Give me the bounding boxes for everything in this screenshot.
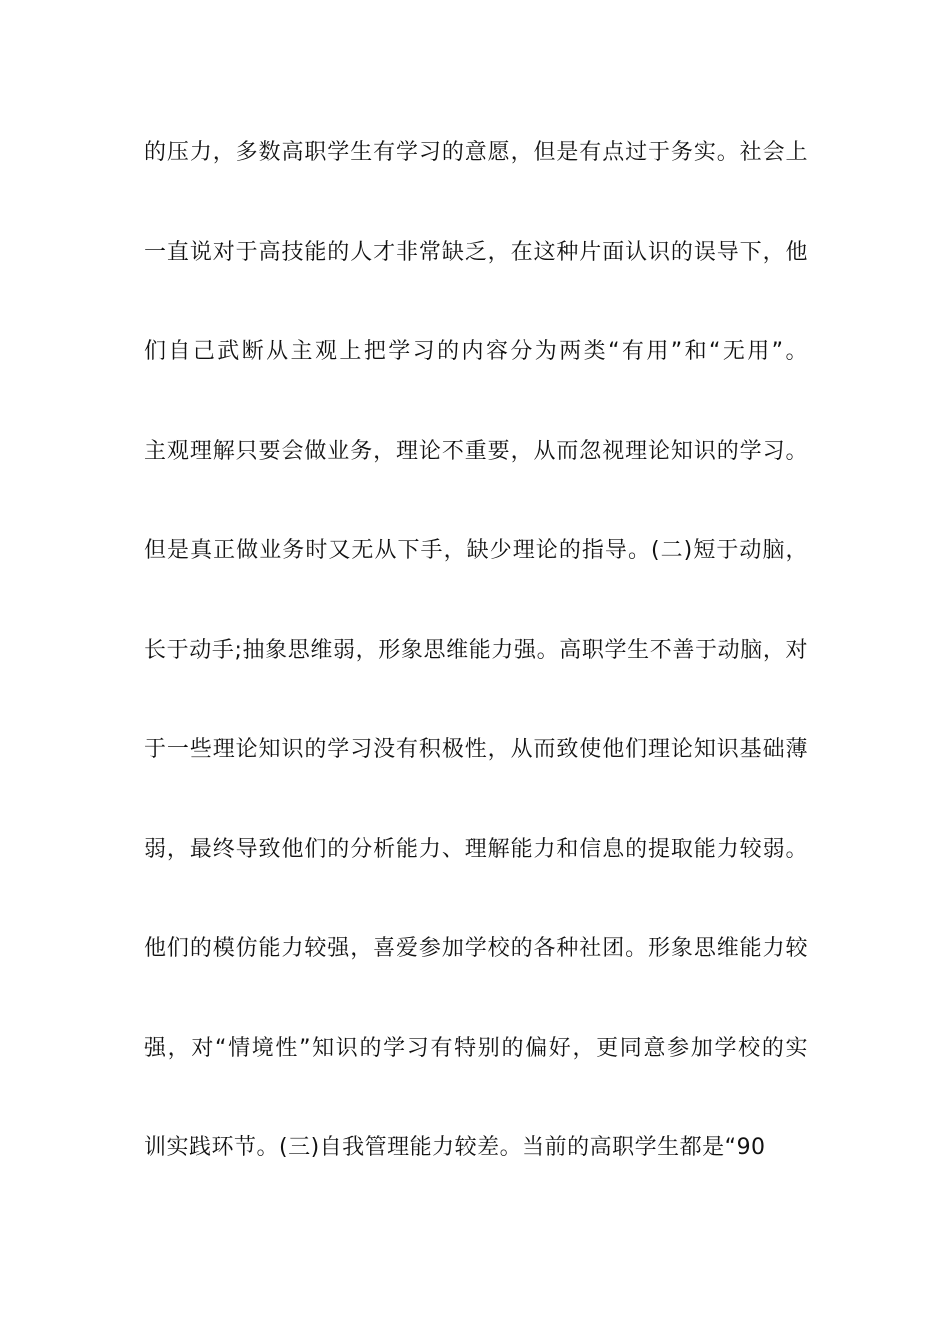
text-line-10: 强，对“情境性”知识的学习有特别的偏好，更同意参加学校的实	[144, 1035, 808, 1061]
text-line-7: 于一些理论知识的学习没有积极性，从而致使他们理论知识基础薄	[144, 737, 808, 762]
text-line-9: 他们的模仿能力较强，喜爱参加学校的各种社团。形象思维能力较	[144, 936, 808, 961]
text-line-3: 们自己武断从主观上把学习的内容分为两类“有用”和“无用”。	[144, 339, 808, 364]
text-line-1: 的压力，多数高职学生有学习的意愿，但是有点过于务实。社会上	[144, 140, 808, 165]
text-line-5: 但是真正做业务时又无从下手，缺少理论的指导。(二)短于动脑，	[144, 538, 808, 563]
text-line-4: 主观理解只要会做业务，理论不重要，从而忽视理论知识的学习。	[144, 438, 808, 464]
text-line-11: 训实践环节。(三)自我管理能力较差。当前的高职学生都是“90	[144, 1135, 766, 1160]
text-line-6: 长于动手;抽象思维弱，形象思维能力强。高职学生不善于动脑，对	[144, 637, 808, 663]
text-line-2: 一直说对于高技能的人才非常缺乏，在这种片面认识的误导下，他	[144, 239, 808, 265]
body-text	[144, 128, 808, 1223]
text-line-8: 弱，最终导致他们的分析能力、理解能力和信息的提取能力较弱。	[144, 836, 808, 862]
